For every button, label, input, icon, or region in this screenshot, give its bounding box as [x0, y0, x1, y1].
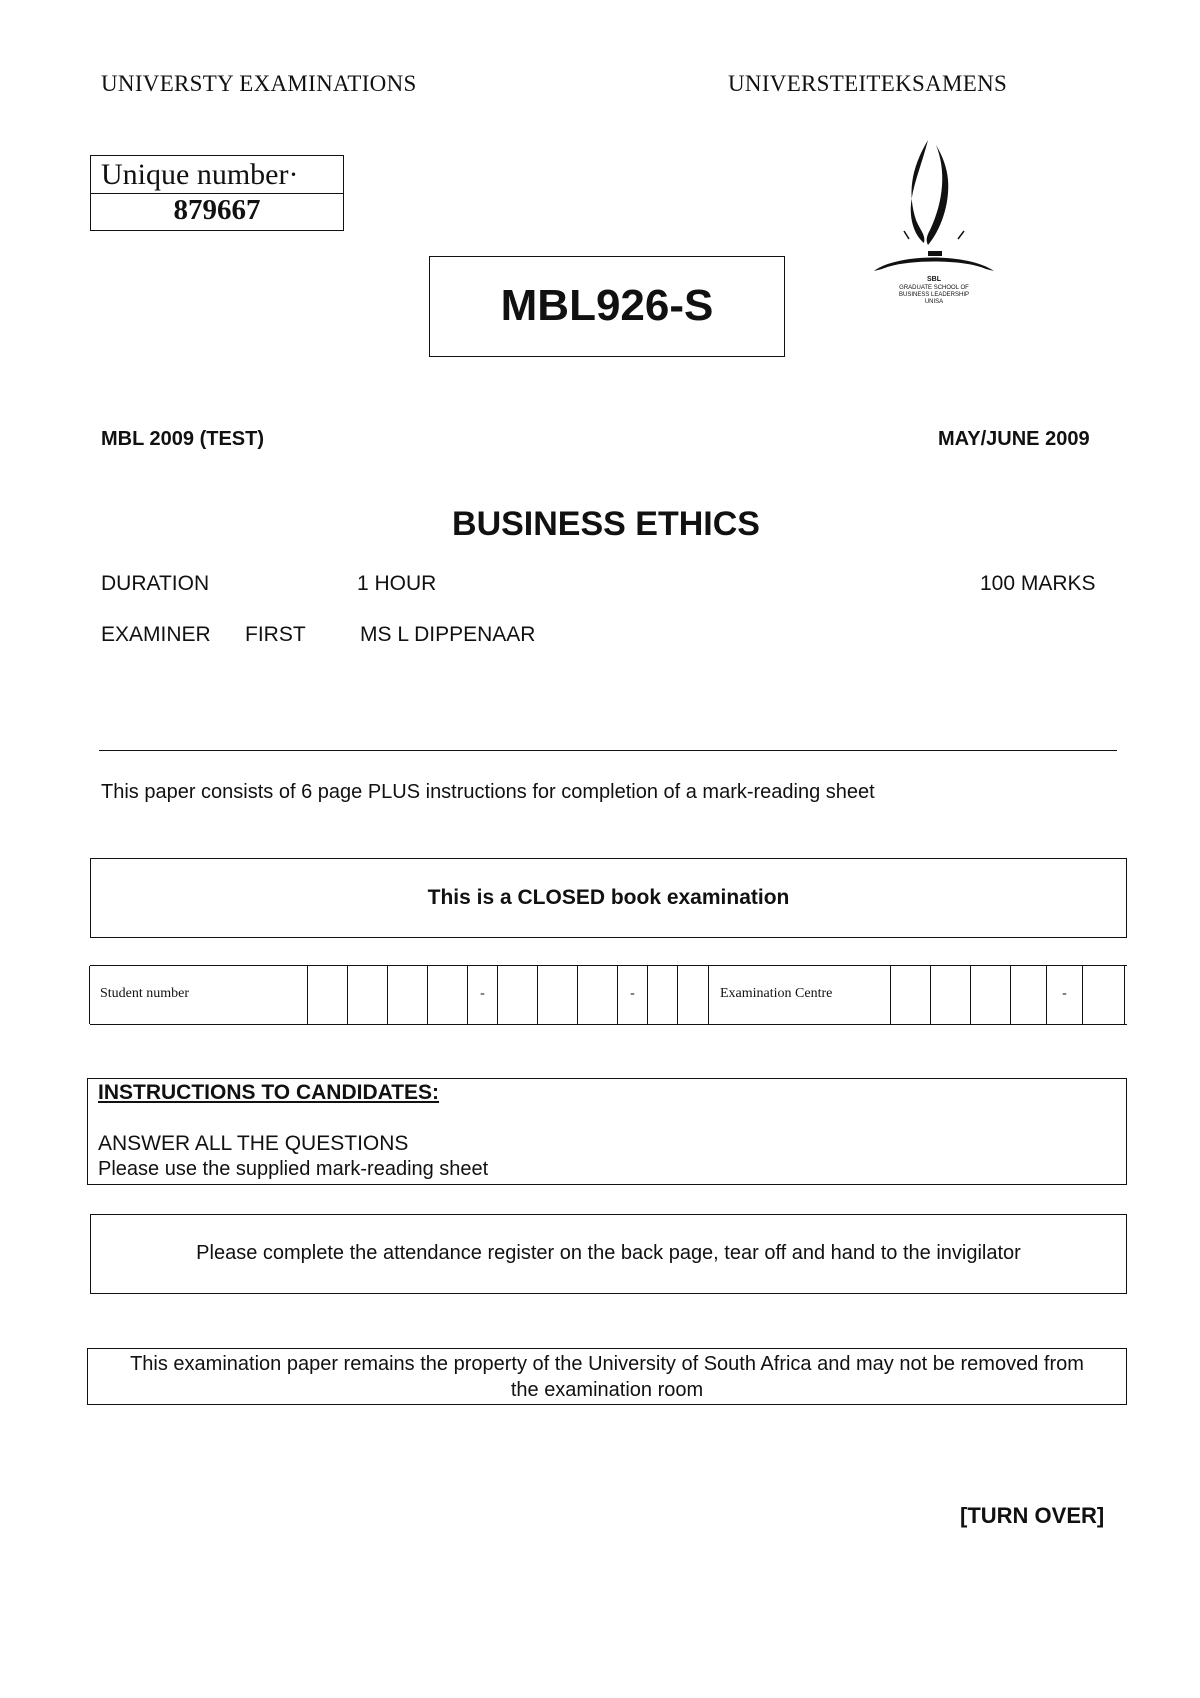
centre-left-line [708, 966, 709, 1024]
duration-label: DURATION [101, 572, 210, 595]
candidate-details-grid [90, 965, 1127, 1025]
horizontal-divider [99, 750, 1117, 751]
student-number-separator: - [617, 966, 647, 1024]
student-number-cell[interactable] [537, 966, 577, 1024]
examiner-role: FIRST [245, 623, 306, 646]
course-code-box [429, 256, 785, 357]
student-number-cell[interactable] [577, 966, 617, 1024]
header-left: UNIVERSTY EXAMINATIONS [101, 71, 417, 96]
total-marks: 100 MARKS [980, 572, 1096, 595]
unique-number-box [90, 155, 344, 231]
exam-series: MBL 2009 (TEST) [101, 428, 264, 450]
logo-line-4: UNISA [924, 299, 944, 305]
student-number-end-line [677, 966, 678, 1024]
attendance-notice: Please complete the attendance register on the back page, tear off and hand to the invigilator [196, 1242, 1021, 1264]
attendance-box [90, 1214, 1127, 1294]
sbl-flame-logo-icon [868, 135, 1000, 305]
logo-line-2: GRADUATE SCHOOL OF [899, 285, 969, 291]
instructions-box [87, 1078, 1127, 1185]
instructions-line: ANSWER ALL THE QUESTIONS [98, 1132, 409, 1155]
examination-centre-cell[interactable] [1010, 966, 1046, 1024]
examination-centre-label: Examination Centre [720, 986, 833, 1001]
unique-number-value: 879667 [173, 194, 261, 226]
closed-book-notice: This is a CLOSED book examination [427, 886, 790, 909]
examiner-name: MS L DIPPENAAR [360, 623, 536, 646]
examination-centre-cell[interactable] [890, 966, 930, 1024]
exam-session: MAY/JUNE 2009 [938, 428, 1090, 450]
logo-line-3: BUSINESS LEADERSHIP [898, 292, 970, 298]
duration-value: 1 HOUR [357, 572, 437, 595]
student-number-cell[interactable] [347, 966, 387, 1024]
header-right: UNIVERSTEITEKSAMENS [728, 71, 1008, 96]
student-number-cell[interactable] [307, 966, 347, 1024]
property-notice-box [87, 1348, 1127, 1405]
property-notice: This examination paper remains the property of the University of South Africa and may not be removed from the examination room [130, 1353, 1084, 1401]
student-number-cell[interactable] [427, 966, 467, 1024]
unique-number-label: Unique number· [101, 158, 299, 191]
grid-right-edge [1124, 966, 1125, 1024]
closed-book-box [90, 858, 1127, 938]
logo-line-1: SBL [927, 276, 941, 283]
student-number-label: Student number [100, 986, 190, 1001]
student-number-cell[interactable] [497, 966, 537, 1024]
turn-over-label: [TURN OVER] [960, 1503, 1105, 1528]
student-number-separator: - [467, 966, 497, 1024]
student-number-cell[interactable] [387, 966, 427, 1024]
grid-left-edge [89, 966, 90, 1024]
examination-centre-cell[interactable] [930, 966, 970, 1024]
examination-centre-separator: - [1046, 966, 1082, 1024]
instructions-title: INSTRUCTIONS TO CANDIDATES: [98, 1081, 440, 1104]
examiner-label: EXAMINER [101, 623, 211, 646]
examination-centre-cell[interactable] [970, 966, 1010, 1024]
instructions-line: Please use the supplied mark-reading sheet [98, 1158, 489, 1180]
page-count-note: This paper consists of 6 page PLUS instructions for completion of a mark-reading sheet [101, 781, 875, 803]
paper-title: BUSINESS ETHICS [452, 505, 760, 543]
course-code: MBL926-S [500, 281, 714, 330]
centre-inner-line [1082, 966, 1083, 1024]
student-number-cell[interactable] [647, 966, 677, 1024]
